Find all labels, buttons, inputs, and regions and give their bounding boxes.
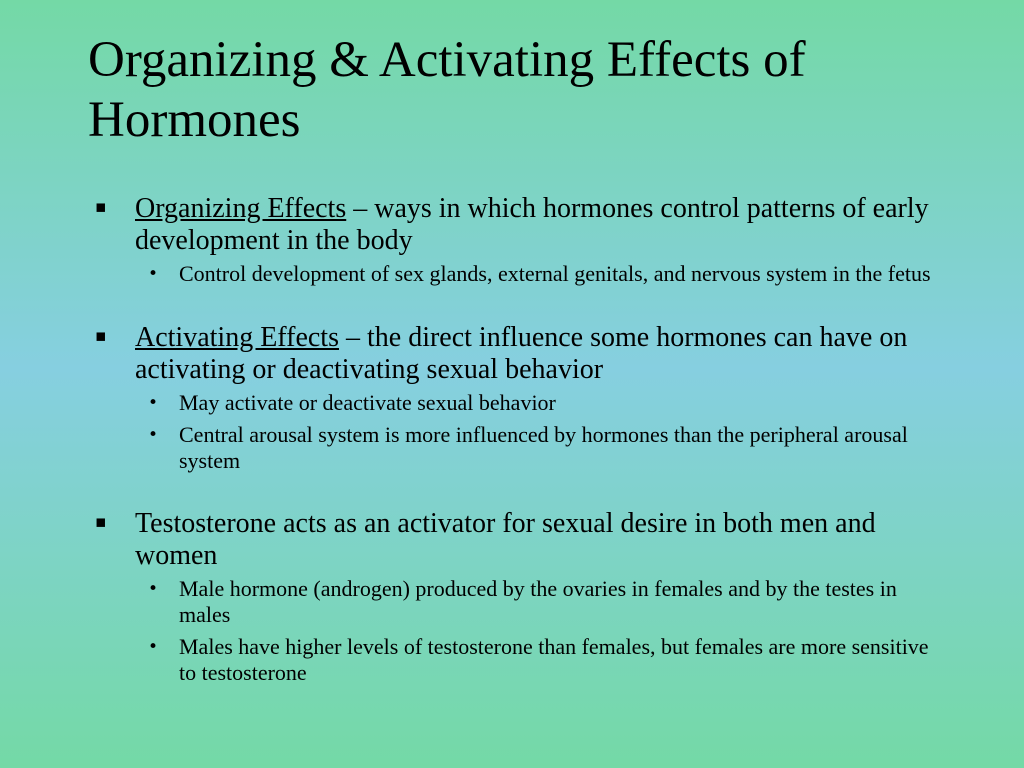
slide-body	[95, 193, 945, 692]
sub-bullet-text: Male hormone (androgen) produced by the ovaries in females and by the testes in males	[179, 576, 897, 627]
bullet-term: Organizing Effects	[135, 193, 347, 224]
round-bullet-icon: •	[148, 425, 159, 445]
round-bullet-icon: •	[148, 579, 159, 599]
sub-bullet	[135, 634, 945, 686]
sub-bullet	[135, 261, 945, 287]
round-bullet-icon: •	[148, 393, 159, 413]
sub-bullet-list	[95, 576, 945, 686]
sub-bullet-text: Central arousal system is more influenced by hormones than the peripheral arousal system	[179, 422, 908, 473]
square-bullet-icon: ▪	[95, 197, 107, 217]
square-bullet-icon: ▪	[95, 512, 107, 532]
bullet-term: Activating Effects	[135, 322, 339, 353]
sub-bullet-list	[95, 261, 945, 287]
bullet-activating-effects	[95, 322, 945, 386]
sub-bullet	[135, 390, 945, 416]
round-bullet-icon: •	[148, 637, 159, 657]
bullet-text: – ways in which hormones control patterns of early development in the body	[135, 193, 929, 256]
sub-bullet	[135, 422, 945, 474]
slide-title: Organizing & Activating Effects of Hormones	[88, 32, 806, 148]
bullet-organizing-effects	[95, 193, 945, 257]
sub-bullet-text: May activate or deactivate sexual behavior	[179, 390, 556, 415]
bullet-text: Testosterone acts as an activator for sexual desire in both men and women	[135, 508, 876, 571]
square-bullet-icon: ▪	[95, 326, 107, 346]
sub-bullet	[135, 576, 945, 628]
sub-bullet-text: Males have higher levels of testosterone than females, but females are more sensitive to testosterone	[179, 634, 929, 685]
bullet-text: – the direct influence some hormones can have on activating or deactivating sexual behavior	[135, 322, 908, 385]
sub-bullet-list	[95, 390, 945, 474]
round-bullet-icon: •	[148, 264, 159, 284]
sub-bullet-text: Control development of sex glands, external genitals, and nervous system in the fetus	[179, 261, 931, 286]
bullet-testosterone	[95, 508, 945, 572]
